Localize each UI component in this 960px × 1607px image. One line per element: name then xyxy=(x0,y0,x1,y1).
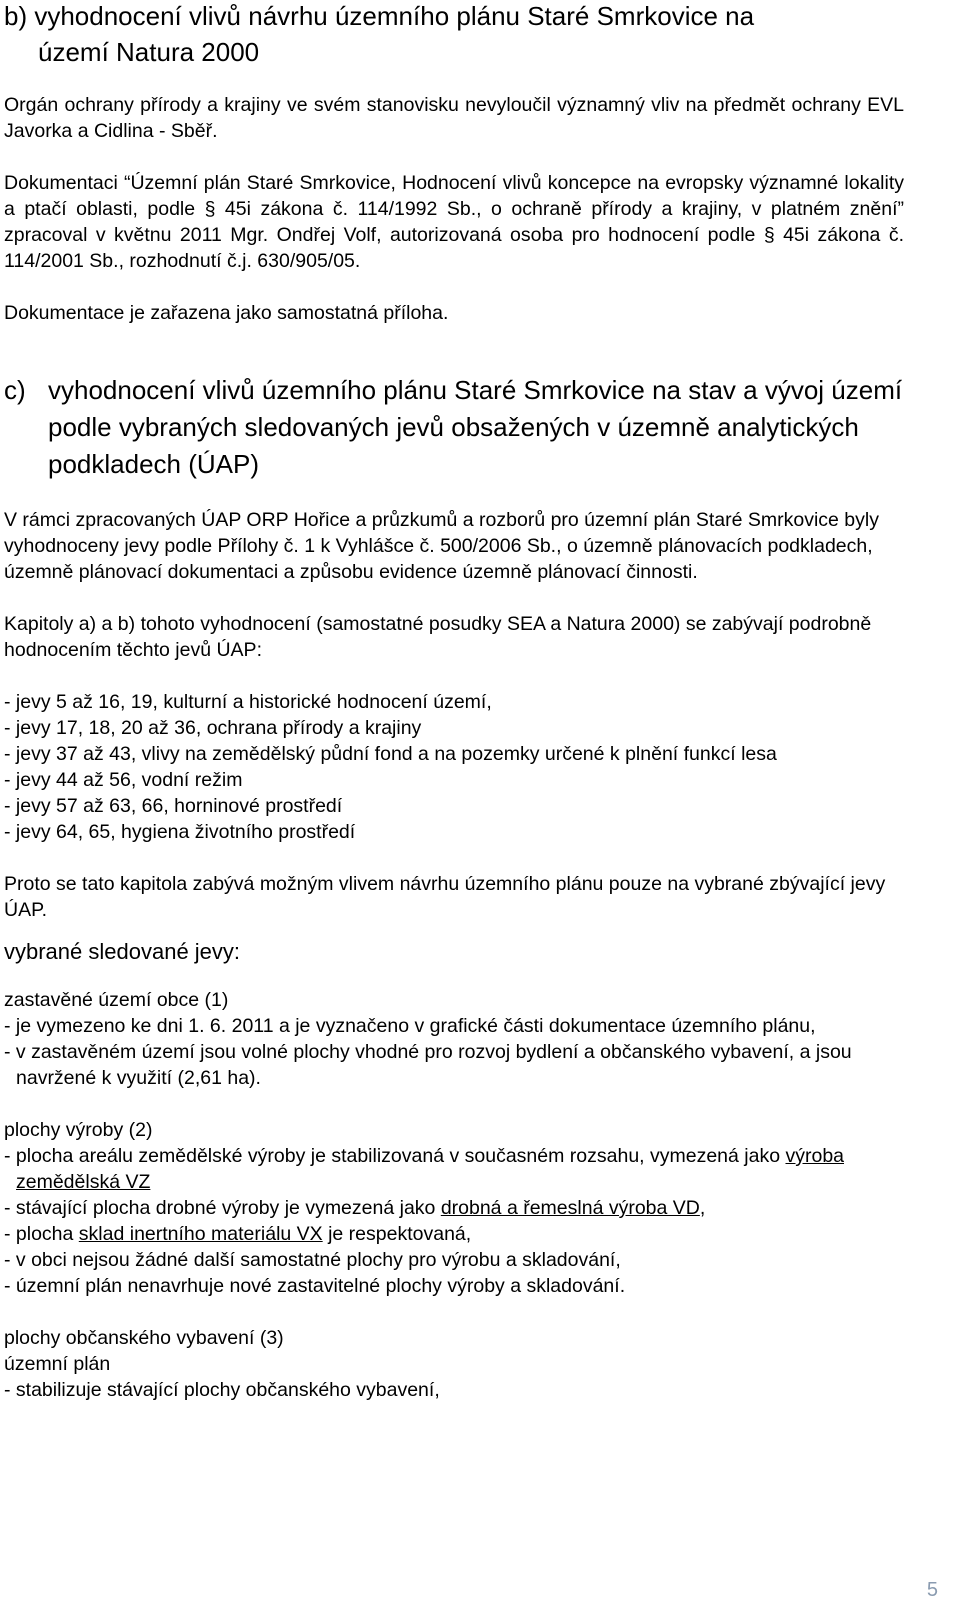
page-number: 5 xyxy=(926,1579,938,1601)
section-c-heading-mark: c) xyxy=(4,375,26,405)
list-item-text: , xyxy=(699,1197,706,1219)
jev2-title: plochy výroby (2) xyxy=(4,1119,153,1141)
section-c-para2: Kapitoly a) a b) tohoto vyhodnocení (samostatné posudky SEA a Natura 2000) se zabývají podrobně hodnocením těchto jevů ÚAP: xyxy=(4,613,872,661)
list-item: - v obci nejsou žádné další samostatné plochy pro výrobu a skladování, xyxy=(4,1249,621,1271)
selected-phenomena-subheading: vybrané sledované jevy: xyxy=(4,939,241,964)
section-b-heading-line1: b) vyhodnocení vlivů návrhu územního plánu Staré Smrkovice na xyxy=(4,1,755,31)
list-item: - jevy 57 až 63, 66, horninové prostředí xyxy=(4,795,343,817)
land-use-code-vx: sklad inertního materiálu VX xyxy=(78,1223,323,1245)
list-item-text: - stávající plocha drobné výroby je vymezená jako xyxy=(4,1197,441,1219)
list-item: - územní plán nenavrhuje nové zastavitelné plochy výroby a skladování. xyxy=(4,1275,626,1297)
list-item xyxy=(4,1221,904,1247)
jev1-title: zastavěné území obce (1) xyxy=(4,989,229,1011)
jev2-list xyxy=(4,1143,904,1299)
section-b-para3: Dokumentace je zařazena jako samostatná příloha. xyxy=(4,302,449,324)
list-item: - je vymezeno ke dni 1. 6. 2011 a je vyznačeno v grafické části dokumentace územního plánu, xyxy=(4,1015,816,1037)
list-item: - v zastavěném území jsou volné plochy vhodné pro rozvoj bydlení a občanského vybavení, a jsou navržené k využití (2,61 ha). xyxy=(4,1041,852,1089)
list-item-text: - plocha xyxy=(4,1223,79,1245)
section-c-heading-text: vyhodnocení vlivů územního plánu Staré Smrkovice na stav a vývoj území podle vybraných sledovaných jevů obsažených v územně analytických podkladech (ÚAP) xyxy=(48,375,903,479)
jev1-list xyxy=(4,1013,904,1091)
jev3-line: územní plán xyxy=(4,1353,111,1375)
land-use-code-vd: drobná a řemeslná výroba VD xyxy=(440,1197,700,1219)
section-c-heading xyxy=(4,372,904,483)
land-use-code-vz: výroba zemědělská VZ xyxy=(16,1145,845,1193)
section-b-heading-line2: území Natura 2000 xyxy=(38,37,260,67)
document-page xyxy=(4,0,904,1403)
section-b-para1: Orgán ochrany přírody a krajiny ve svém stanovisku nevyloučil významný vliv na předmět ochrany EVL Javorka a Cidlina - Sběř. xyxy=(4,94,904,142)
list-item xyxy=(4,1195,904,1221)
section-c-para1: V rámci zpracovaných ÚAP ORP Hořice a průzkumů a rozborů pro územní plán Staré Smrkovice byly vyhodnoceny jevy podle Přílohy č. 1 k Vyhlášce č. 500/2006 Sb., o územně plánovacích podkladech, územně plánovací dokumentaci a způsobu evidence územně plánovací činnosti. xyxy=(4,509,879,583)
list-item: - jevy 64, 65, hygiena životního prostředí xyxy=(4,821,356,843)
section-c-para3: Proto se tato kapitola zabývá možným vlivem návrhu územního plánu pouze na vybrané zbývající jevy ÚAP. xyxy=(4,873,886,921)
list-item: - jevy 17, 18, 20 až 36, ochrana přírody a krajiny xyxy=(4,717,422,739)
section-b-para2: Dokumentaci “Územní plán Staré Smrkovice, Hodnocení vlivů koncepce na evropsky významné lokality a ptačí oblasti, podle § 45i zákona č. 114/1992 Sb., o ochraně přírody a krajiny, v platném znění” zpracoval v květnu 2011 Mgr. Ondřej Volf, autorizovaná osoba pro hodnocení podle § 45i zákona č. 114/2001 Sb., rozhodnutí č.j. 630/905/05. xyxy=(4,172,904,272)
list-item: - jevy 5 až 16, 19, kulturní a historické hodnocení území, xyxy=(4,691,492,713)
jev3-title: plochy občanského vybavení (3) xyxy=(4,1327,284,1349)
jev3-list xyxy=(4,1377,904,1403)
list-item: - stabilizuje stávající plochy občanského vybavení, xyxy=(4,1379,440,1401)
section-b-heading xyxy=(4,0,904,70)
list-item xyxy=(4,1143,904,1195)
list-item-text: je respektovaná, xyxy=(322,1223,472,1245)
list-item: - jevy 37 až 43, vlivy na zemědělský půdní fond a na pozemky určené k plnění funkcí lesa xyxy=(4,743,777,765)
jevy-list xyxy=(4,689,904,845)
list-item-text: - plocha areálu zemědělské výroby je stabilizovaná v současném rozsahu, vymezená jako xyxy=(4,1145,786,1167)
list-item: - jevy 44 až 56, vodní režim xyxy=(4,769,243,791)
